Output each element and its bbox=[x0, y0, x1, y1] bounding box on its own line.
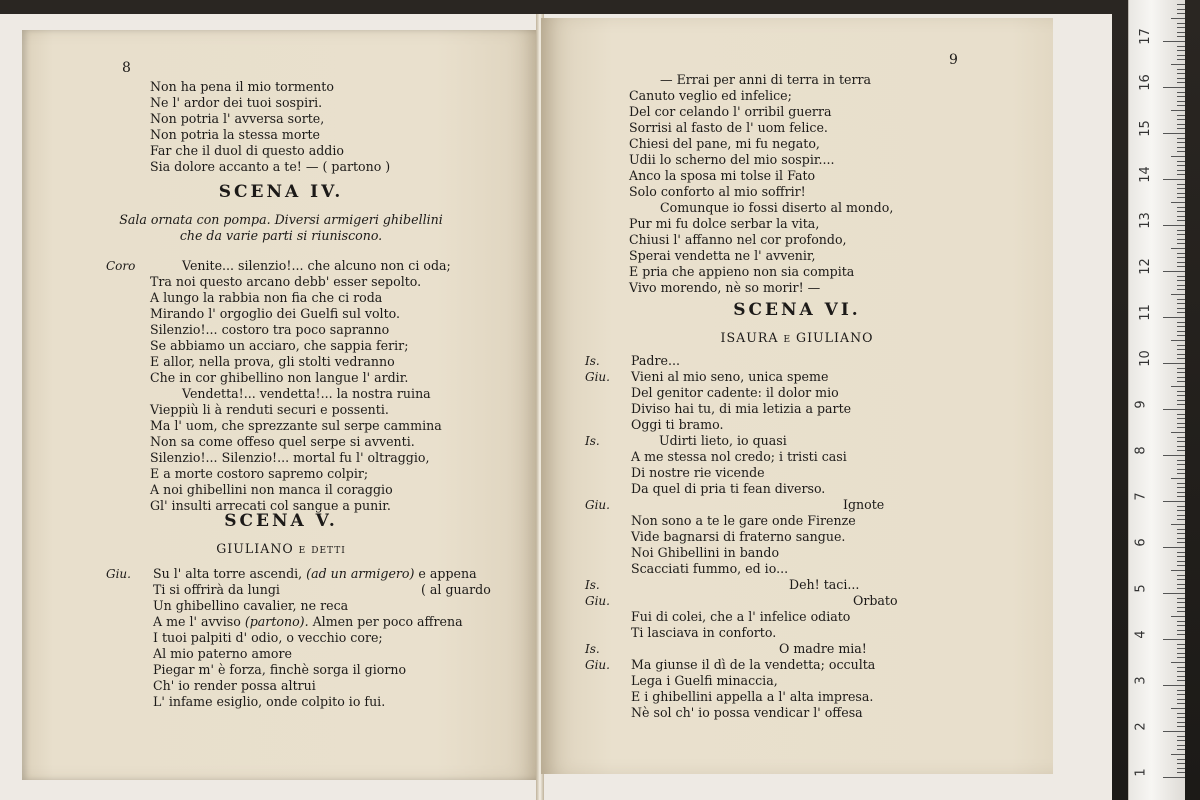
ruler-tick bbox=[1177, 276, 1185, 277]
verse-line: Sperai vendetta ne l' avvenir, bbox=[629, 248, 816, 263]
ruler-tick bbox=[1177, 722, 1185, 723]
verse-line: Al mio paterno amore bbox=[153, 646, 292, 661]
ruler-tick bbox=[1177, 418, 1185, 419]
ruler-tick bbox=[1177, 377, 1185, 378]
ruler-tick bbox=[1177, 372, 1185, 373]
verse-line: Vieppiù li à renduti securi e possenti. bbox=[150, 402, 389, 417]
ruler-tick bbox=[1177, 138, 1185, 139]
verse-line: Oggi ti bramo. bbox=[631, 417, 724, 432]
verse-line: Da quel di pria ti fean diverso. bbox=[631, 481, 826, 496]
ruler-tick bbox=[1177, 239, 1185, 240]
ruler-tick bbox=[1177, 556, 1185, 557]
ruler-tick bbox=[1177, 207, 1185, 208]
verse-line: Piegar m' è forza, finchè sorga il giorno bbox=[153, 662, 407, 677]
ruler-label: 4 bbox=[1133, 630, 1149, 639]
ruler-tick bbox=[1177, 759, 1185, 760]
ruler-label: 17 bbox=[1137, 28, 1153, 45]
ruler-tick bbox=[1177, 713, 1185, 714]
ruler-label: 7 bbox=[1133, 492, 1149, 501]
ruler-tick bbox=[1177, 575, 1185, 576]
verse-line: O madre mia! bbox=[779, 641, 867, 656]
ruler-tick bbox=[1177, 312, 1185, 313]
verse-line: Non potria la stessa morte bbox=[150, 127, 320, 142]
verse-line: Non potria l' avversa sorte, bbox=[150, 111, 325, 126]
verse-text: e appena bbox=[414, 566, 477, 581]
ruler-label: 10 bbox=[1137, 350, 1153, 367]
left-page bbox=[22, 30, 540, 780]
ruler-tick bbox=[1177, 147, 1185, 148]
ruler-tick bbox=[1163, 547, 1185, 548]
ruler-tick bbox=[1177, 142, 1185, 143]
ruler-tick bbox=[1177, 736, 1185, 737]
verse-line: Gl' insulti arrecati col sangue a punir. bbox=[150, 498, 391, 513]
ruler-tick bbox=[1177, 36, 1185, 37]
verse-line: Ch' io render possa altrui bbox=[153, 678, 316, 693]
verse-line: Pur mi fu dolce serbar la vita, bbox=[629, 216, 820, 231]
ruler-tick bbox=[1177, 740, 1185, 741]
ruler-tick bbox=[1177, 151, 1185, 152]
ruler-tick bbox=[1177, 128, 1185, 129]
ruler-tick bbox=[1177, 285, 1185, 286]
ruler-tick bbox=[1177, 170, 1185, 171]
ruler-tick bbox=[1177, 703, 1185, 704]
ruler-tick bbox=[1177, 46, 1185, 47]
verse-line: Sia dolore accanto a te! — ( partono ) bbox=[150, 159, 391, 174]
ruler-tick bbox=[1177, 124, 1185, 125]
ruler-tick bbox=[1171, 478, 1185, 479]
ruler-tick bbox=[1163, 455, 1185, 456]
speaker-label: Giu. bbox=[585, 370, 610, 384]
verse-line: Noi Ghibellini in bando bbox=[631, 545, 780, 560]
ruler-tick bbox=[1177, 625, 1185, 626]
stage-aside: (partono). bbox=[244, 614, 309, 629]
scene-5-heading: SCENA V. bbox=[224, 511, 338, 531]
ruler-tick bbox=[1163, 133, 1185, 134]
ruler-tick bbox=[1177, 335, 1185, 336]
verse-line: Diviso hai tu, di mia letizia a parte bbox=[631, 401, 852, 416]
speaker-label: Giu. bbox=[585, 594, 610, 608]
verse-line bbox=[153, 566, 477, 581]
verse-line: Vieni al mio seno, unica speme bbox=[631, 369, 829, 384]
ruler-tick bbox=[1177, 446, 1185, 447]
ruler-tick bbox=[1177, 32, 1185, 33]
ruler-tick bbox=[1177, 510, 1185, 511]
scene-6-characters: ISAURA e GIULIANO bbox=[720, 330, 874, 345]
verse-line: Non ha pena il mio tormento bbox=[150, 79, 334, 94]
ruler-tick bbox=[1177, 220, 1185, 221]
ruler-tick bbox=[1171, 18, 1185, 19]
verse-line: Vendetta!... vendetta!... la nostra ruina bbox=[182, 386, 431, 401]
ruler-tick bbox=[1177, 368, 1185, 369]
ruler-tick bbox=[1177, 671, 1185, 672]
ruler-tick bbox=[1177, 529, 1185, 530]
ruler-tick bbox=[1177, 349, 1185, 350]
ruler-tick bbox=[1177, 644, 1185, 645]
ruler-tick bbox=[1177, 262, 1185, 263]
verse-line: Chiesi del pane, mi fu negato, bbox=[629, 136, 820, 151]
ruler-tick bbox=[1177, 101, 1185, 102]
ruler-tick bbox=[1177, 565, 1185, 566]
ruler-label: 2 bbox=[1133, 722, 1149, 731]
ruler-tick bbox=[1177, 579, 1185, 580]
verse-line: Ti si offrirà da lungi bbox=[153, 582, 280, 597]
verse-text: Almen per poco affrena bbox=[308, 614, 463, 629]
verse-line: Udii lo scherno del mio sospir.... bbox=[629, 152, 835, 167]
ruler-tick bbox=[1171, 202, 1185, 203]
verse-line: Silenzio!... Silenzio!... mortal fu l' oltraggio, bbox=[150, 450, 430, 465]
verse-line: Canuto veglio ed infelice; bbox=[629, 88, 792, 103]
ruler-tick bbox=[1171, 156, 1185, 157]
ruler-tick bbox=[1177, 358, 1185, 359]
ruler-tick bbox=[1177, 598, 1185, 599]
ruler-tick bbox=[1177, 253, 1185, 254]
ruler-tick bbox=[1177, 726, 1185, 727]
verse-line: Sorrisi al fasto de l' uom felice. bbox=[629, 120, 828, 135]
ruler-tick bbox=[1171, 708, 1185, 709]
ruler-tick bbox=[1171, 340, 1185, 341]
ruler-tick bbox=[1171, 754, 1185, 755]
ruler-tick bbox=[1177, 197, 1185, 198]
ruler-tick bbox=[1163, 731, 1185, 732]
verse-line: A lungo la rabbia non fia che ci roda bbox=[150, 290, 383, 305]
verse-line: Ti lasciava in conforto. bbox=[631, 625, 777, 640]
ruler-tick bbox=[1177, 519, 1185, 520]
ruler-tick bbox=[1177, 745, 1185, 746]
verse-line: Non sa come offeso quel serpe si avventi. bbox=[150, 434, 415, 449]
ruler-label: 14 bbox=[1137, 166, 1153, 183]
ruler-tick bbox=[1177, 423, 1185, 424]
ruler-tick bbox=[1177, 234, 1185, 235]
verse-line: Comunque io fossi diserto al mondo, bbox=[660, 200, 894, 215]
verse-line: Udirti lieto, io quasi bbox=[659, 433, 787, 448]
ruler-tick bbox=[1177, 69, 1185, 70]
ruler-tick bbox=[1177, 174, 1185, 175]
ruler-tick bbox=[1177, 648, 1185, 649]
ruler-tick bbox=[1177, 23, 1185, 24]
ruler-tick bbox=[1177, 216, 1185, 217]
verse-line: Vide bagnarsi di fraterno sangue. bbox=[631, 529, 846, 544]
verse-line bbox=[153, 614, 463, 629]
verse-line: Non sono a te le gare onde Firenze bbox=[631, 513, 856, 528]
ruler-tick bbox=[1177, 59, 1185, 60]
verse-line: Ignote bbox=[843, 497, 885, 512]
ruler-tick bbox=[1171, 386, 1185, 387]
ruler-tick bbox=[1177, 483, 1185, 484]
verse-line: Padre... bbox=[631, 353, 680, 368]
speaker-label: Giu. bbox=[585, 498, 610, 512]
ruler-tick bbox=[1177, 13, 1185, 14]
ruler-label: 11 bbox=[1137, 304, 1153, 321]
verse-line: Vivo morendo, nè so morir! — bbox=[629, 280, 821, 295]
verse-line: Che in cor ghibellino non langue l' ardir. bbox=[150, 370, 409, 385]
ruler-tick bbox=[1177, 326, 1185, 327]
ruler-tick bbox=[1177, 690, 1185, 691]
stage-direction: Sala ornata con pompa. Diversi armigeri ghibellini bbox=[119, 212, 443, 227]
ruler-tick bbox=[1177, 630, 1185, 631]
verse-text: Su l' alta torre ascendi, bbox=[153, 566, 307, 581]
ruler-tick bbox=[1177, 381, 1185, 382]
ruler-tick bbox=[1177, 82, 1185, 83]
verse-line: Silenzio!... costoro tra poco sapranno bbox=[150, 322, 390, 337]
ruler-tick bbox=[1177, 768, 1185, 769]
ruler-tick bbox=[1163, 225, 1185, 226]
ruler-tick bbox=[1177, 331, 1185, 332]
scene-5-characters: GIULIANO e detti bbox=[216, 541, 346, 556]
ruler-tick bbox=[1163, 409, 1185, 410]
ruler-tick bbox=[1163, 777, 1185, 778]
verse-line: Nè sol ch' io possa vendicar l' offesa bbox=[631, 705, 863, 720]
ruler-tick bbox=[1163, 317, 1185, 318]
verse-line: Del genitor cadente: il dolor mio bbox=[631, 385, 839, 400]
ruler-tick bbox=[1163, 639, 1185, 640]
ruler-tick bbox=[1177, 50, 1185, 51]
ruler-tick bbox=[1177, 243, 1185, 244]
ruler-label: 5 bbox=[1133, 584, 1149, 593]
ruler-label: 15 bbox=[1137, 120, 1153, 137]
speaker-label: Giu. bbox=[106, 567, 131, 581]
ruler-tick bbox=[1177, 676, 1185, 677]
ruler-label: 13 bbox=[1137, 212, 1153, 229]
ruler-tick bbox=[1177, 680, 1185, 681]
ruler-tick bbox=[1171, 64, 1185, 65]
ruler-tick bbox=[1177, 694, 1185, 695]
speaker-label: Giu. bbox=[585, 658, 610, 672]
verse-line: E a morte costoro sapremo colpir; bbox=[150, 466, 369, 481]
speaker-label: Is. bbox=[585, 578, 600, 592]
verse-line: Scacciati fummo, ed io... bbox=[631, 561, 789, 576]
ruler-tick bbox=[1177, 492, 1185, 493]
ruler-tick bbox=[1177, 322, 1185, 323]
ruler-tick bbox=[1177, 230, 1185, 231]
ruler-tick bbox=[1177, 487, 1185, 488]
ruler-tick bbox=[1177, 441, 1185, 442]
ruler-tick bbox=[1171, 524, 1185, 525]
ruler-tick bbox=[1177, 345, 1185, 346]
ruler-tick bbox=[1177, 9, 1185, 10]
verse-line: Far che il duol di questo addio bbox=[150, 143, 344, 158]
ruler-tick bbox=[1163, 179, 1185, 180]
verse-line: Tra noi questo arcano debb' esser sepolto. bbox=[150, 274, 422, 289]
ruler-tick bbox=[1177, 657, 1185, 658]
measuring-ruler bbox=[1128, 0, 1185, 800]
ruler-tick bbox=[1177, 427, 1185, 428]
ruler-tick bbox=[1177, 73, 1185, 74]
ruler-tick bbox=[1177, 588, 1185, 589]
ruler-tick bbox=[1177, 542, 1185, 543]
verse-line: Solo conforto al mio soffrir! bbox=[629, 184, 806, 199]
ruler-tick bbox=[1177, 653, 1185, 654]
ruler-tick bbox=[1171, 616, 1185, 617]
ruler-tick bbox=[1177, 211, 1185, 212]
ruler-tick bbox=[1177, 354, 1185, 355]
ruler-tick bbox=[1177, 464, 1185, 465]
ruler-tick bbox=[1163, 363, 1185, 364]
verse-line: Deh! taci... bbox=[789, 577, 860, 592]
ruler-tick bbox=[1177, 303, 1185, 304]
ruler-tick bbox=[1177, 400, 1185, 401]
ruler-label: 3 bbox=[1133, 676, 1149, 685]
verse-line: Anco la sposa mi tolse il Fato bbox=[629, 168, 816, 183]
verse-line: — Errai per anni di terra in terra bbox=[660, 72, 872, 87]
stage-direction: che da varie parti si riuniscono. bbox=[179, 228, 383, 243]
stage-aside: ( al guardo bbox=[421, 582, 491, 597]
ruler-tick bbox=[1177, 506, 1185, 507]
ruler-tick bbox=[1177, 115, 1185, 116]
right-page bbox=[541, 18, 1053, 774]
verse-line: I tuoi palpiti d' odio, o vecchio core; bbox=[153, 630, 383, 645]
ruler-tick bbox=[1163, 501, 1185, 502]
verse-line: Se abbiamo un acciaro, che sappia ferir; bbox=[150, 338, 409, 353]
ruler-tick bbox=[1177, 437, 1185, 438]
ruler-tick bbox=[1177, 391, 1185, 392]
ruler-tick bbox=[1177, 105, 1185, 106]
ruler-tick bbox=[1177, 27, 1185, 28]
ruler-tick bbox=[1177, 289, 1185, 290]
ruler-tick bbox=[1177, 308, 1185, 309]
ruler-tick bbox=[1163, 685, 1185, 686]
verse-line: Lega i Guelfi minaccia, bbox=[631, 673, 778, 688]
ruler-tick bbox=[1177, 763, 1185, 764]
ruler-tick bbox=[1177, 473, 1185, 474]
ruler-tick bbox=[1177, 496, 1185, 497]
ruler-tick bbox=[1177, 450, 1185, 451]
verse-line: Venite... silenzio!... che alcuno non ci oda; bbox=[182, 258, 451, 273]
verse-line: Del cor celando l' orribil guerra bbox=[629, 104, 832, 119]
verse-line: Fui di colei, che a l' infelice odiato bbox=[631, 609, 851, 624]
verse-line: Ne l' ardor dei tuoi sospiri. bbox=[150, 95, 323, 110]
ruler-tick bbox=[1177, 119, 1185, 120]
ruler-tick bbox=[1177, 749, 1185, 750]
right-page-number: 9 bbox=[949, 52, 958, 68]
ruler-tick bbox=[1177, 699, 1185, 700]
ruler-tick bbox=[1177, 515, 1185, 516]
ruler-label: 1 bbox=[1133, 768, 1149, 777]
ruler-tick bbox=[1177, 92, 1185, 93]
verse-line: E pria che appieno non sia compita bbox=[629, 264, 855, 279]
ruler-tick bbox=[1177, 717, 1185, 718]
ruler-tick bbox=[1177, 184, 1185, 185]
speaker-label: Is. bbox=[585, 642, 600, 656]
ruler-tick bbox=[1177, 55, 1185, 56]
verse-line: Chiusi l' affanno nel cor profondo, bbox=[629, 232, 847, 247]
ruler-tick bbox=[1177, 266, 1185, 267]
verse-text: A me l' avviso bbox=[153, 614, 245, 629]
ruler-tick bbox=[1171, 110, 1185, 111]
ruler-tick bbox=[1177, 96, 1185, 97]
ruler-tick bbox=[1177, 584, 1185, 585]
ruler-tick bbox=[1177, 621, 1185, 622]
ruler-tick bbox=[1171, 432, 1185, 433]
ruler-tick bbox=[1177, 772, 1185, 773]
ruler-tick bbox=[1177, 667, 1185, 668]
ruler-tick bbox=[1177, 78, 1185, 79]
left-page-number: 8 bbox=[122, 60, 131, 76]
verse-line: Di nostre rie vicende bbox=[631, 465, 765, 480]
verse-line: A me stessa nol credo; i tristi casi bbox=[631, 449, 847, 464]
ruler-tick bbox=[1177, 4, 1185, 5]
verse-line: Mirando l' orgoglio dei Guelfi sul volto. bbox=[150, 306, 401, 321]
ruler-tick bbox=[1177, 395, 1185, 396]
ruler-label: 12 bbox=[1137, 258, 1153, 275]
ruler-tick bbox=[1177, 552, 1185, 553]
scene-4-heading: SCENA IV. bbox=[218, 182, 344, 202]
ruler-tick bbox=[1177, 611, 1185, 612]
ruler-tick bbox=[1171, 248, 1185, 249]
verse-line: A noi ghibellini non manca il coraggio bbox=[150, 482, 393, 497]
ruler-tick bbox=[1163, 271, 1185, 272]
ruler-tick bbox=[1177, 257, 1185, 258]
ruler-tick bbox=[1171, 570, 1185, 571]
ruler-tick bbox=[1177, 414, 1185, 415]
verse-line: Ma giunse il dì de la vendetta; occulta bbox=[631, 657, 876, 672]
speaker-label: Coro bbox=[106, 259, 136, 273]
ruler-tick bbox=[1177, 404, 1185, 405]
ruler-tick bbox=[1177, 188, 1185, 189]
scene-6-heading: SCENA VI. bbox=[733, 300, 861, 320]
ruler-label: 8 bbox=[1133, 446, 1149, 455]
verse-line: Ma l' uom, che sprezzante sul serpe cammina bbox=[150, 418, 442, 433]
ruler-tick bbox=[1163, 41, 1185, 42]
ruler-tick bbox=[1177, 533, 1185, 534]
ruler-tick bbox=[1177, 602, 1185, 603]
ruler-tick bbox=[1177, 161, 1185, 162]
verse-line: E allor, nella prova, gli stolti vedranno bbox=[150, 354, 395, 369]
verse-line: L' infame esiglio, onde colpito io fui. bbox=[153, 694, 386, 709]
verse-line: E i ghibellini appella a l' alta impresa. bbox=[631, 689, 874, 704]
ruler-tick bbox=[1171, 294, 1185, 295]
ruler-tick bbox=[1177, 299, 1185, 300]
ruler-tick bbox=[1177, 538, 1185, 539]
ruler-tick bbox=[1177, 634, 1185, 635]
verse-line: Un ghibellino cavalier, ne reca bbox=[153, 598, 349, 613]
ruler-tick bbox=[1177, 561, 1185, 562]
ruler-tick bbox=[1177, 460, 1185, 461]
ruler-label: 16 bbox=[1137, 74, 1153, 91]
ruler-tick bbox=[1177, 607, 1185, 608]
speaker-label: Is. bbox=[585, 434, 600, 448]
stage-aside: (ad un armigero) bbox=[306, 566, 415, 581]
ruler-tick bbox=[1177, 165, 1185, 166]
ruler-label: 9 bbox=[1133, 400, 1149, 409]
verse-line: Orbato bbox=[853, 593, 898, 608]
speaker-label: Is. bbox=[585, 354, 600, 368]
ruler-tick bbox=[1177, 193, 1185, 194]
ruler-tick bbox=[1163, 87, 1185, 88]
ruler-tick bbox=[1163, 593, 1185, 594]
ruler-tick bbox=[1177, 469, 1185, 470]
ruler-tick bbox=[1171, 662, 1185, 663]
ruler-label: 6 bbox=[1133, 538, 1149, 547]
ruler-tick bbox=[1177, 280, 1185, 281]
